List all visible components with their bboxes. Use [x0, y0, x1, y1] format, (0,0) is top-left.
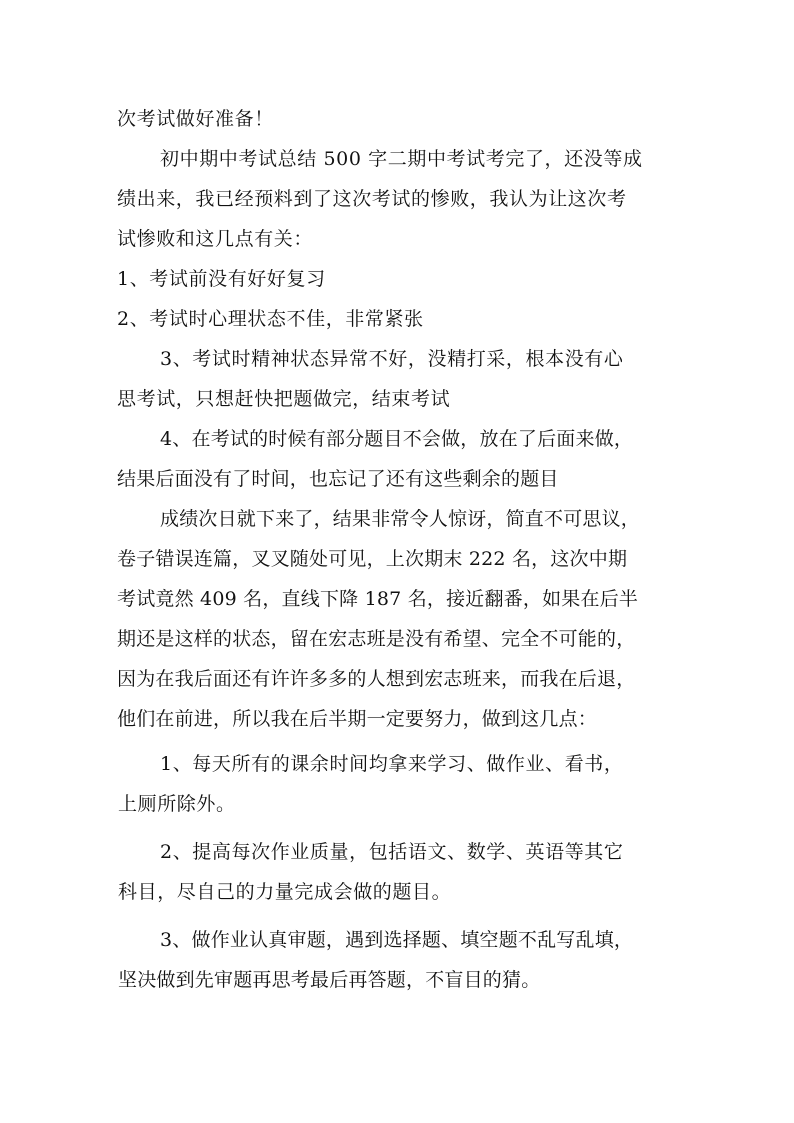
text-line: 因为在我后面还有许许多多的人想到宏志班来，而我在后退， — [117, 668, 636, 690]
text-line: 科目，尽自己的力量完成会做的题目。 — [118, 881, 452, 903]
paragraph-start-line: 成绩次日就下来了，结果非常令人惊讶，简直不可思议， — [160, 508, 641, 530]
text-line: 上厕所除外。 — [118, 793, 236, 815]
paragraph-start-line: 初中期中考试总结 500 字二期中考试考完了，还没等成 — [160, 148, 643, 170]
text-line: 思考试，只想赶快把题做完，结束考试 — [117, 388, 451, 410]
text-line: 结果后面没有了时间，也忘记了还有这些剩余的题目 — [117, 468, 559, 490]
text-line: 考试竟然 409 名，直线下降 187 名，接近翻番，如果在后半 — [117, 588, 639, 610]
text-line: 他们在前进，所以我在后半期一定要努力，做到这几点： — [117, 708, 598, 730]
text-line: 次考试做好准备！ — [117, 108, 274, 130]
list-item: 1、考试前没有好好复习 — [117, 268, 326, 290]
list-item: 2、考试时心理状态不佳，非常紧张 — [117, 308, 424, 330]
list-item: 3、考试时精神状态异常不好，没精打采，根本没有心 — [160, 348, 624, 370]
text-line: 试惨败和这几点有关： — [117, 228, 314, 250]
list-item: 3、做作业认真审题，遇到选择题、填空题不乱写乱填， — [160, 929, 634, 951]
text-line: 坚决做到先审题再思考最后再答题，不盲目的猜。 — [118, 969, 541, 991]
list-item: 2、提高每次作业质量，包括语文、数学、英语等其它 — [160, 841, 624, 863]
text-line: 绩出来，我已经预料到了这次考试的惨败，我认为让这次考 — [117, 188, 627, 210]
text-line: 期还是这样的状态，留在宏志班是没有希望、完全不可能的， — [117, 628, 636, 650]
list-item: 4、在考试的时候有部分题目不会做，放在了后面来做， — [160, 428, 634, 450]
list-item: 1、每天所有的课余时间均拿来学习、做作业、看书， — [160, 753, 624, 775]
text-line: 卷子错误连篇，叉叉随处可见，上次期末 222 名，这次中期 — [117, 548, 628, 570]
document-body — [117, 99, 687, 1000]
